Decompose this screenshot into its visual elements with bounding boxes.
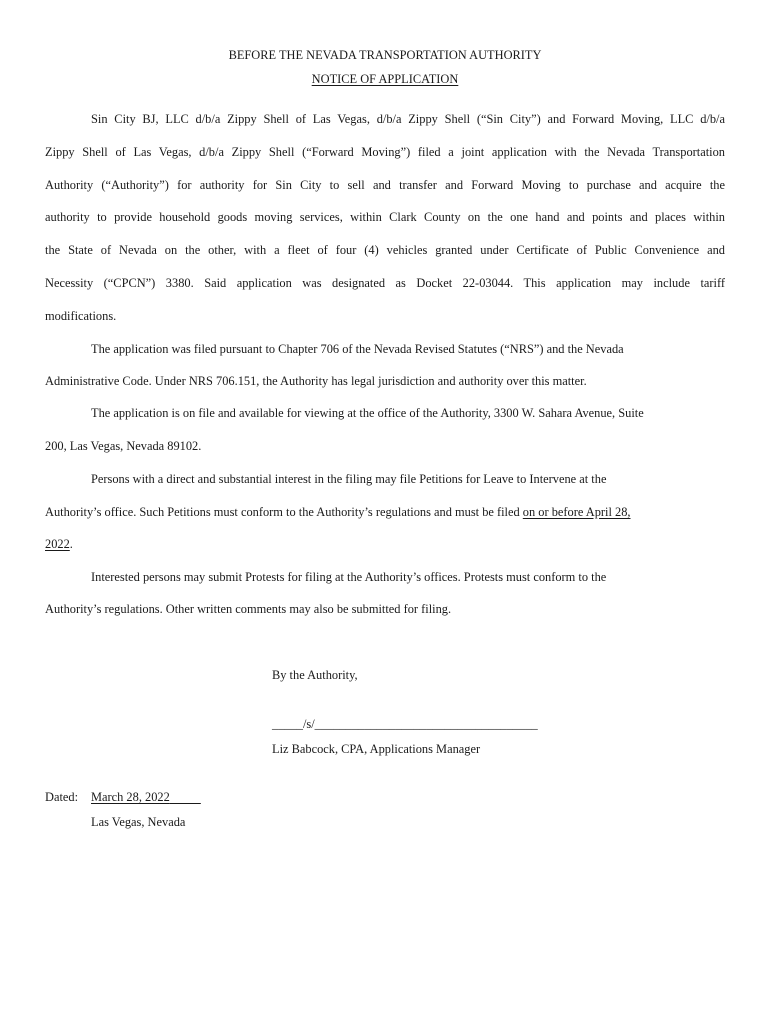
paragraph-line: Interested persons may submit Protests for filing at the Authority’s offices. Protests must conform to the <box>91 570 607 584</box>
intervention-text: Authority’s office. Such Petitions must conform to the Authority’s regulations and must be filed <box>45 505 523 519</box>
dated-label: Dated: <box>45 790 79 804</box>
paragraph-line: Sin City BJ, LLC d/b/a Zippy Shell of Las Vegas, d/b/a Zippy Shell (“Sin City”) and Forward Moving, LLC d/b/a <box>91 112 725 126</box>
dated-place: Las Vegas, Nevada <box>91 815 186 829</box>
paragraph-line: modifications. <box>45 309 117 323</box>
paragraph-line: The application is on file and available for viewing at the office of the Authority, 3300 W. Sahara Avenue, Suite <box>91 406 644 420</box>
paragraph-line: authority to provide household goods moving services, within Clark County on the one hand and points and places within <box>45 210 725 224</box>
dated-date-value <box>91 790 201 804</box>
paragraph-line: Zippy Shell of Las Vegas, d/b/a Zippy Shell (“Forward Moving”) filed a joint application with the Nevada Transportation <box>45 145 725 159</box>
dated-date <box>91 790 201 805</box>
signatory-name: Liz Babcock, CPA, Applications Manager <box>272 742 481 756</box>
paragraph-line: Persons with a direct and substantial interest in the filing may file Petitions for Leave to Intervene at the <box>91 472 607 486</box>
intervention-deadline: on or before April 28, <box>522 505 631 519</box>
date-pad <box>170 790 201 804</box>
date-text: March 28, 2022 <box>91 790 170 804</box>
paragraph-line <box>45 537 73 552</box>
paragraph-line <box>45 505 631 520</box>
paragraph-line: Authority’s regulations. Other written comments may also be submitted for filing. <box>45 602 452 616</box>
document-title-text: NOTICE OF APPLICATION <box>311 72 459 86</box>
paragraph-line: The application was filed pursuant to Chapter 706 of the Nevada Revised Statutes (“NRS”) and the Nevada <box>91 342 624 356</box>
paragraph-line: Authority (“Authority”) for authority for Sin City to sell and transfer and Forward Moving to purchase and acquire the <box>45 178 725 192</box>
agency-heading: BEFORE THE NEVADA TRANSPORTATION AUTHORITY <box>228 48 542 62</box>
paragraph-line: 200, Las Vegas, Nevada 89102. <box>45 439 202 453</box>
signature-by-line: By the Authority, <box>272 668 358 682</box>
paragraph-line: Necessity (“CPCN”) 3380. Said application was designated as Docket 22-03044. This application may include tariff <box>45 276 725 290</box>
paragraph-line: the State of Nevada on the other, with a fleet of four (4) vehicles granted under Certificate of Public Convenience and <box>45 243 725 257</box>
intervention-period: . <box>69 537 73 551</box>
document-title <box>0 72 770 87</box>
intervention-deadline-year: 2022 <box>45 537 70 551</box>
signature-line: _____/s/____________________________________ <box>272 717 538 731</box>
paragraph-line: Administrative Code. Under NRS 706.151, the Authority has legal jurisdiction and authority over this matter. <box>45 374 587 388</box>
